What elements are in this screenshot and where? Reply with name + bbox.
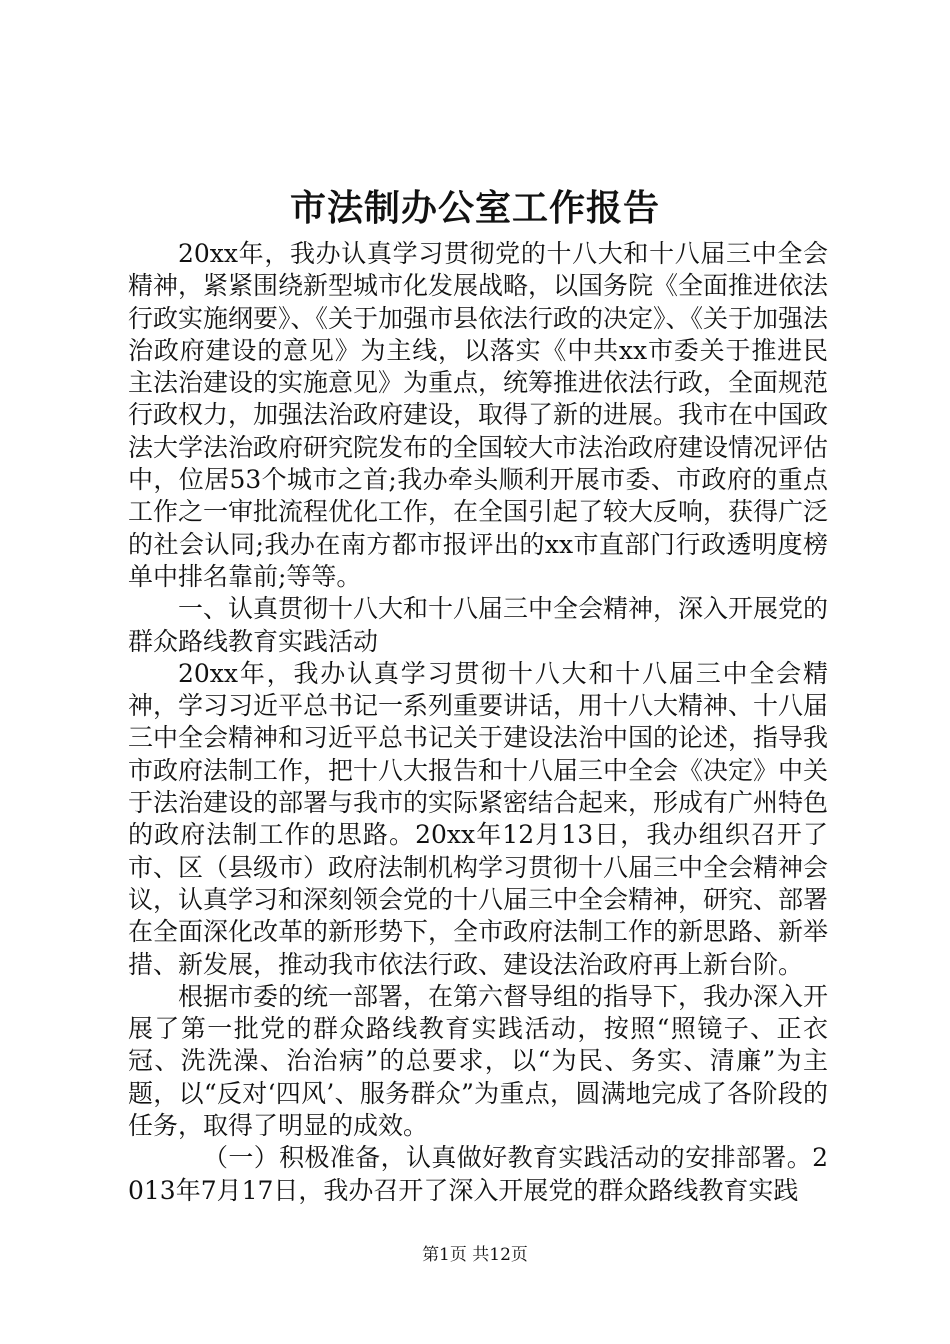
subsection-heading-1: （一）积极准备，认真做好教育实践活动的安排部署。2013年7月17日，我办召开了深入开展党的群众路线教育实践 [128, 1143, 828, 1205]
page-footer: 第1页 共12页 [422, 1245, 528, 1265]
section-heading-1: 一、认真贯彻十八大和十八届三中全会精神，深入开展党的群众路线教育实践活动 [128, 594, 829, 656]
paragraph-intro: 20xx年，我办认真学习贯彻党的十八大和十八届三中全会精神，紧紧围绕新型城市化发展战略，以国务院《全面推进依法行政实施纲要》、《关于加强市县依法行政的决定》、《关于加强法治政府建设的意见》为主线，以落实《中共xx市委关于推进民主法治建设的实施意见》为重点，统筹推进依法行政，全面规范行政权力，加强法治政府建设，取得了新的进展。我市在中国政法大学法治政府研究院发布的全国较大市法治政府建设情况评估中，位居53个城市之首;我办牵头顺利开展市委、市政府的重点工作之一审批流程优化工作，在全国引起了较大反响，获得广泛的社会认同;我办在南方都市报评出的xx市直部门行政透明度榜单中排名靠前;等等。 [128, 239, 829, 591]
paragraph-campaign: 根据市委的统一部署，在第六督导组的指导下，我办深入开展了第一批党的群众路线教育实践活动，按照“照镜子、正衣冠、洗洗澡、治治病”的总要求，以“为民、务实、清廉”为主题，以“反对‘四风’、服务群众”为重点，圆满地完成了各阶段的任务，取得了明显的成效。 [128, 981, 829, 1141]
paragraph-study: 20xx年，我办认真学习贯彻十八大和十八届三中全会精神，学习习近平总书记一系列重要讲话，用十八大精神、十八届三中全会精神和习近平总书记关于建设法治中国的论述，指导我市政府法制工作，把十八大报告和十八届三中全会《决定》中关于法治建设的部署与我市的实际紧密结合起来，形成有广州特色的政府法制工作的思路。20xx年12月13日，我办组织召开了市、区（县级市）政府法制机构学习贯彻十八届三中全会精神会议，认真学习和深刻领会党的十八届三中全会精神，研究、部署在全面深化改革的新形势下，全市政府法制工作的新思路、新举措、新发展，推动我市依法行政、建设法治政府再上新台阶。 [128, 658, 829, 979]
document-body [128, 238, 828, 1207]
document-title: 市法制办公室工作报告 [289, 187, 660, 229]
